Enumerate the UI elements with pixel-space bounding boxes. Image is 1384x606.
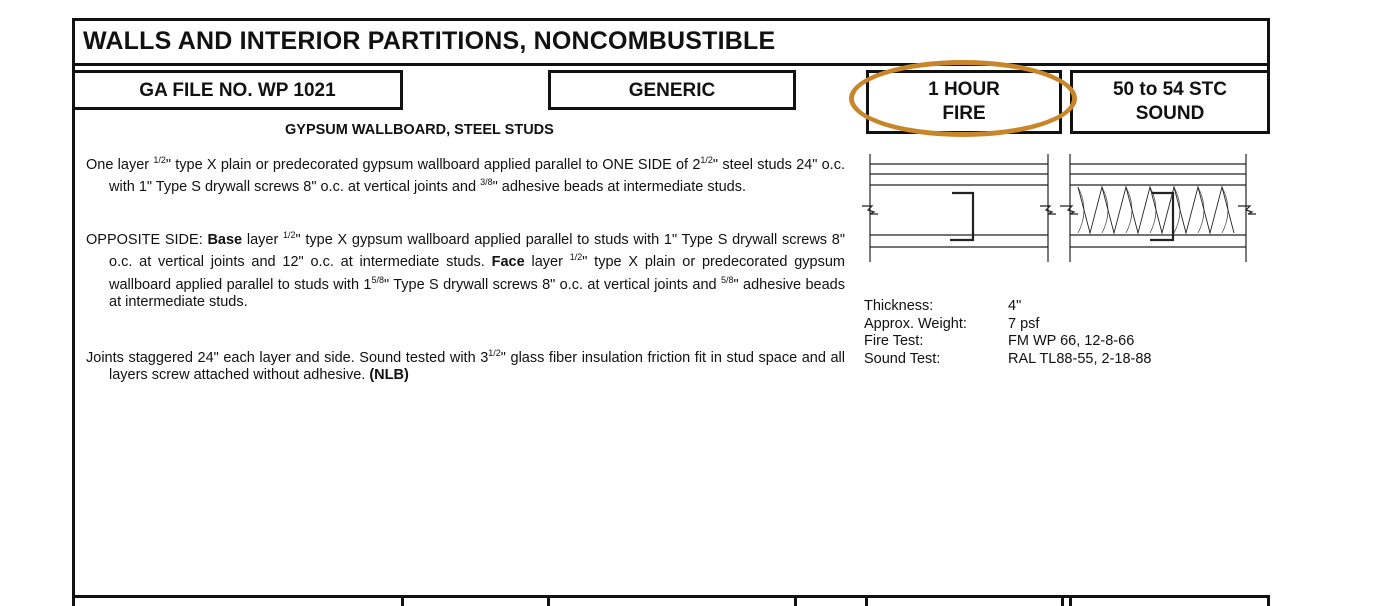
category-label: GENERIC xyxy=(628,80,716,101)
sound-rating-cell xyxy=(1070,70,1270,134)
page-title-text: WALLS AND INTERIOR PARTITIONS, NONCOMBUSTIBLE xyxy=(83,27,776,55)
wall-section-drawings xyxy=(860,150,1260,266)
next-row-divider-4 xyxy=(865,598,868,606)
fire-rating-highlight-oval xyxy=(849,60,1077,137)
wall-section-fire xyxy=(862,154,1056,262)
spec-row-weight: Approx. Weight: 7 psf xyxy=(864,315,1040,332)
assembly-specs xyxy=(864,298,1151,368)
next-row-divider-5 xyxy=(1061,598,1064,606)
next-row-divider-1 xyxy=(401,598,404,606)
description-paragraph-2: OPPOSITE SIDE: Base layer $^{1/2}$" type X gypsum wallboard applied parallel to studs with 1" Type S drywall screws 8" o.c. at vertical joints and 12" o.c. at intermediate studs. Face layer $^{1/2}$" type X plain or predecorated gypsum wallboard applied parallel to studs with $1^{5/8}$" Type S drywall screws 8" o.c. at vertical joints and $^{5/8}$" adhesive beads at intermediate studs. xyxy=(86,230,845,310)
fire-rating-line2: FIRE xyxy=(942,103,986,124)
next-row-divider-6 xyxy=(1069,598,1072,606)
next-row-divider-7 xyxy=(1267,598,1270,606)
file-number-cell xyxy=(72,70,403,110)
next-row-divider-2 xyxy=(547,598,550,606)
spec-row-thickness: Thickness: 4" xyxy=(864,298,1022,314)
assembly-subtitle: GYPSUM WALLBOARD, STEEL STUDS xyxy=(285,122,554,138)
page-title xyxy=(72,18,1270,66)
wall-section-sound xyxy=(1060,154,1256,262)
next-row-divider-3 xyxy=(794,598,797,606)
description-paragraph-3: Joints staggered 24" each layer and side. Sound tested with $3^{1/2}$" glass fiber insulation friction fit in stud space and all layers screw attached without adhesive. (NLB) xyxy=(86,348,845,384)
fire-rating-line1: 1 HOUR xyxy=(928,79,1000,100)
section-bottom-rule xyxy=(72,595,1270,598)
spec-row-fire-test: Fire Test: FM WP 66, 12-8-66 xyxy=(864,333,1135,349)
frame-left-border xyxy=(72,64,75,606)
sound-rating-line2: SOUND xyxy=(1135,103,1205,124)
category-cell xyxy=(548,70,796,110)
sound-rating-line1: 50 to 54 STC xyxy=(1112,79,1228,100)
description-paragraph-1: One layer $^{1/2}$" type X plain or predecorated gypsum wallboard applied parallel to ONE SIDE of $2^{1/2}$" steel studs 24" o.c. with 1" Type S drywall screws 8" o.c. at vertical joints and $^{3/8}$" adhesive beads at intermediate studs. xyxy=(86,155,845,196)
file-number: GA FILE NO. WP 1021 xyxy=(139,80,336,101)
spec-row-sound-test: Sound Test: RAL TL88-55, 2-18-88 xyxy=(864,350,1152,367)
